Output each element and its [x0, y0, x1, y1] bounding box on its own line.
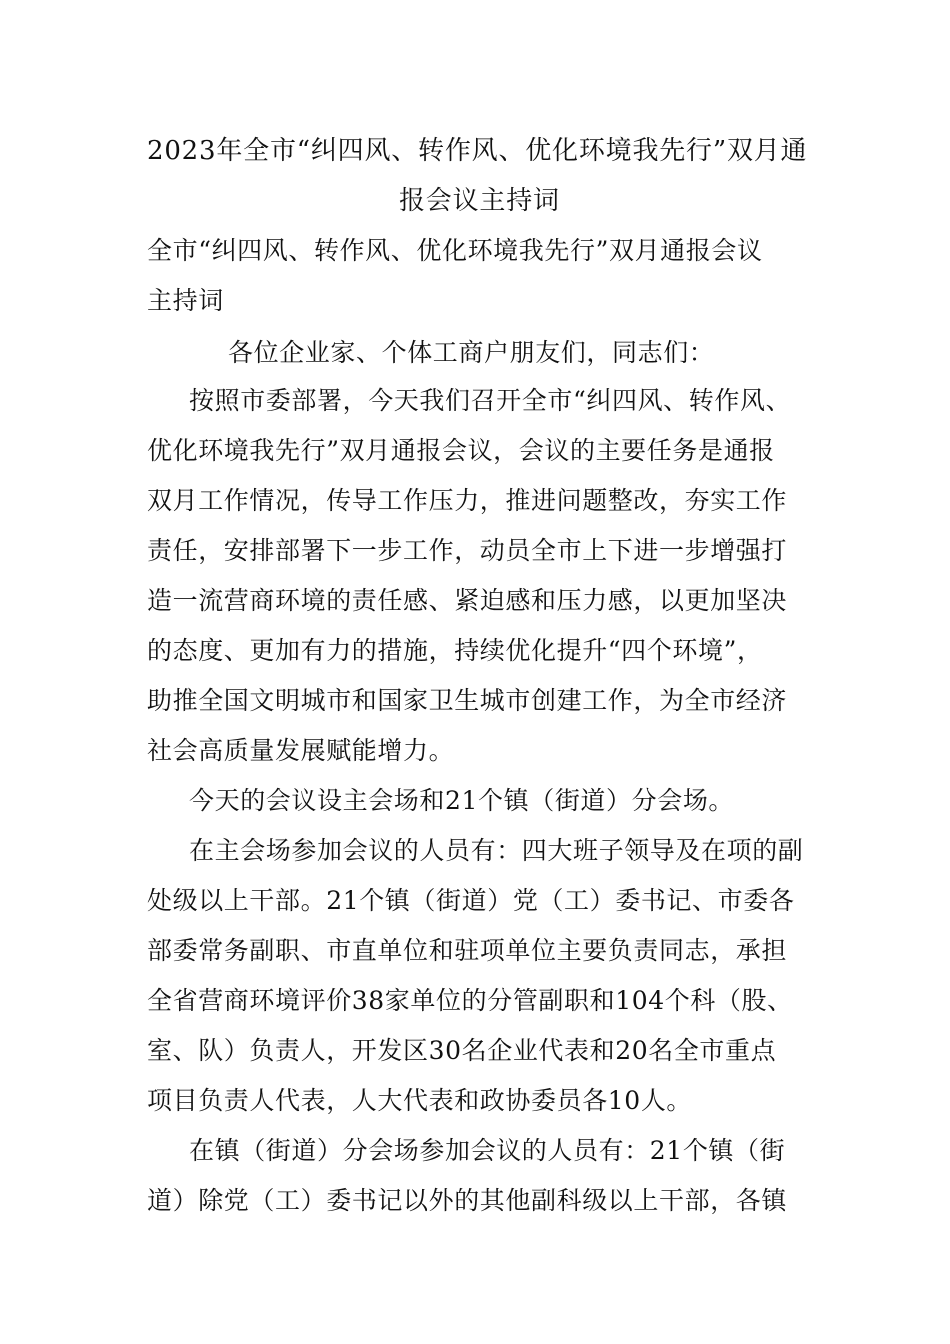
salutation: 各位企业家、个体工商户朋友们，同志们：	[228, 338, 715, 367]
paragraph-1-line: 造一流营商环境的责任感、紧迫感和压力感，以更加坚决	[147, 586, 788, 615]
paragraph-3-line: 在主会场参加会议的人员有：四大班子领导及在项的副	[189, 836, 804, 865]
paragraph-3-line: 项目负责人代表，人大代表和政协委员各10人。	[147, 1086, 693, 1115]
document-subtitle-line-2: 主持词	[147, 286, 224, 315]
paragraph-3-line: 室、队）负责人，开发区30名企业代表和20名全市重点	[147, 1036, 777, 1065]
paragraph-3-line: 部委常务副职、市直单位和驻项单位主要负责同志，承担	[147, 936, 788, 965]
paragraph-1-line: 优化环境我先行”双月通报会议，会议的主要任务是通报	[147, 436, 775, 465]
document-subtitle-line-1: 全市“纠四风、转作风、优化环境我先行”双月通报会议	[147, 236, 763, 265]
paragraph-1-line: 社会高质量发展赋能增力。	[147, 736, 455, 765]
paragraph-3-line: 处级以上干部。21个镇（街道）党（工）委书记、市委各	[147, 886, 795, 915]
paragraph-3-line: 全省营商环境评价38家单位的分管副职和104个科（股、	[147, 986, 793, 1015]
paragraph-1-line: 责任，安排部署下一步工作，动员全市上下进一步增强打	[147, 536, 788, 565]
paragraph-1-line: 的态度、更加有力的措施，持续优化提升“四个环境”，	[147, 636, 763, 665]
paragraph-1-line: 助推全国文明城市和国家卫生城市创建工作，为全市经济	[147, 686, 788, 715]
paragraph-4-line: 道）除党（工）委书记以外的其他副科级以上干部，各镇	[147, 1186, 788, 1215]
paragraph-1-line: 双月工作情况，传导工作压力，推进问题整改，夯实工作	[147, 486, 788, 515]
paragraph-1-line: 按照市委部署，今天我们召开全市“纠四风、转作风、	[189, 386, 792, 415]
paragraph-2: 今天的会议设主会场和21个镇（街道）分会场。	[189, 786, 735, 815]
document-title-line-2: 报会议主持词	[399, 186, 560, 216]
document-title-line-1: 2023年全市“纠四风、转作风、优化环境我先行”双月通	[147, 136, 808, 166]
paragraph-4-line: 在镇（街道）分会场参加会议的人员有：21个镇（街	[189, 1136, 786, 1165]
